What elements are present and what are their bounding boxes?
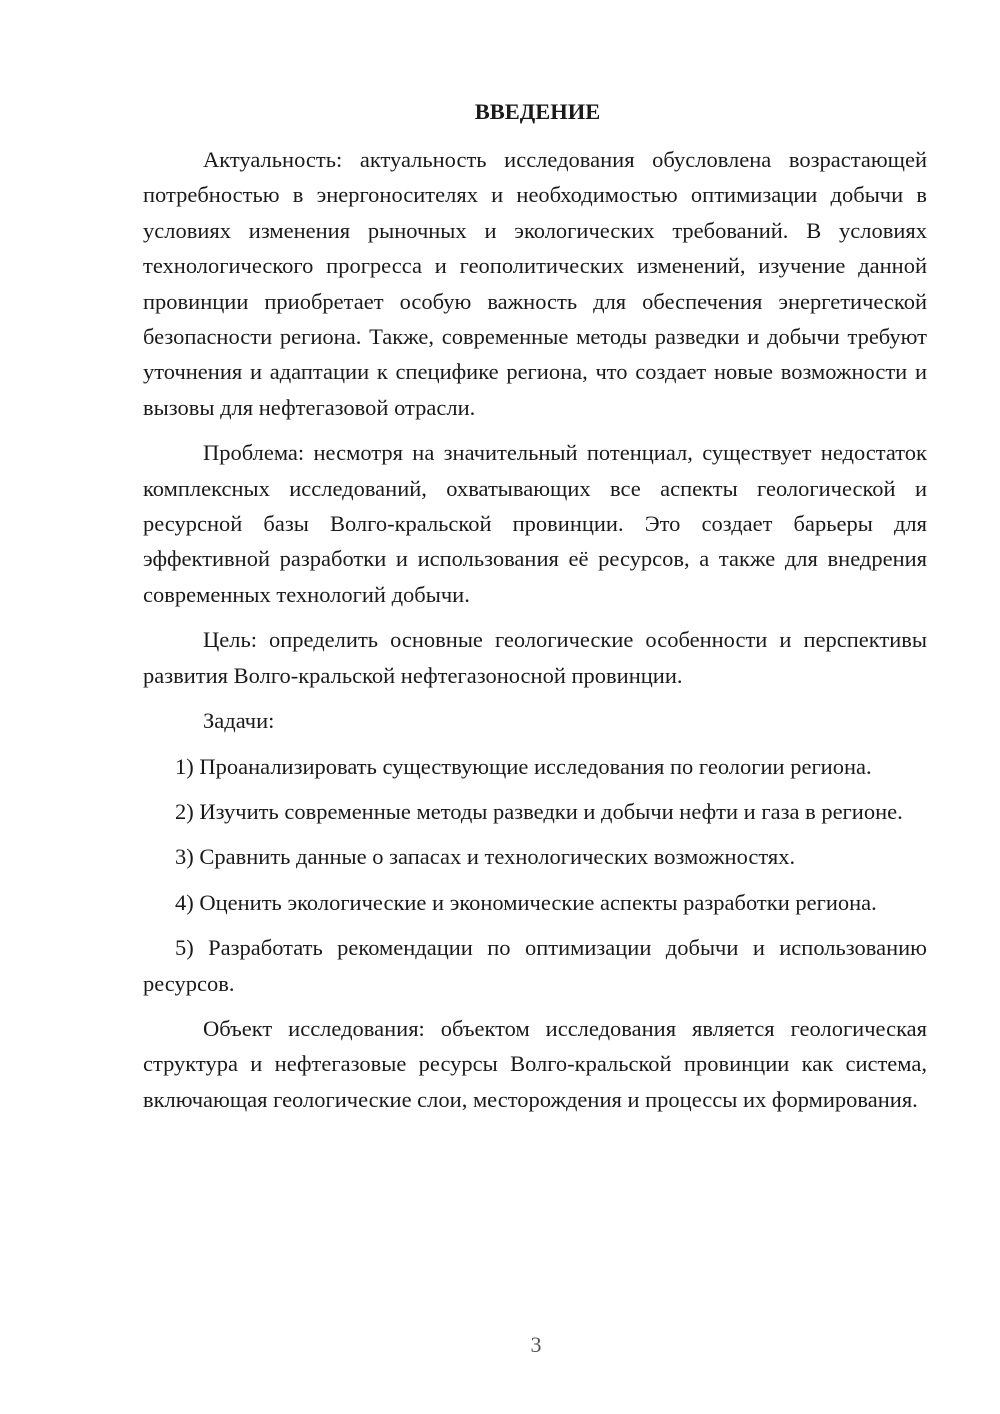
problem-paragraph: Проблема: несмотря на значительный потенциал, существует недостаток комплексных исследований, охватывающих все аспекты геологической и ресурсной базы Волго-кральской провинции. Это создает барьеры для эффективной разработки и использования её ресурсов, а также для внедрения современных технологий добычи. <box>143 440 927 607</box>
tasks-heading: Задачи: <box>203 708 275 734</box>
section-heading: ВВЕДЕНИЕ <box>474 99 601 124</box>
relevance-paragraph: Актуальность: актуальность исследования обусловлена возрастающей потребностью в энергоносителях и необходимостью оптимизации добычи в условиях изменения рыночных и экологических требований. В условиях технологического прогресса и геополитических изменений, изучение данной провинции приобретает особую важность для обеспечения энергетической безопасности региона. Также, современные методы разведки и добычи требуют уточнения и адаптации к специфике региона, что создает новые возможности и вызовы для нефтегазовой отрасли. <box>143 147 927 420</box>
page-number: 3 <box>530 1332 542 1357</box>
task-item: 1) Проанализировать существующие исследования по геологии региона. <box>175 753 872 779</box>
task-item: 5) Разработать рекомендации по оптимизации добычи и использованию ресурсов. <box>143 935 927 996</box>
goal-paragraph: Цель: определить основные геологические особенности и перспективы развития Волго-кральской нефтегазоносной провинции. <box>143 627 927 688</box>
document-page <box>143 94 927 1127</box>
task-item: 2) Изучить современные методы разведки и добычи нефти и газа в регионе. <box>175 798 903 824</box>
task-item: 4) Оценить экологические и экономические аспекты разработки региона. <box>175 889 877 915</box>
object-paragraph: Объект исследования: объектом исследования является геологическая структура и нефтегазовые ресурсы Волго-кральской провинции как система, включающая геологические слои, месторождения и процессы их формирования. <box>143 1015 927 1112</box>
task-item: 3) Сравнить данные о запасах и технологических возможностях. <box>175 844 796 870</box>
